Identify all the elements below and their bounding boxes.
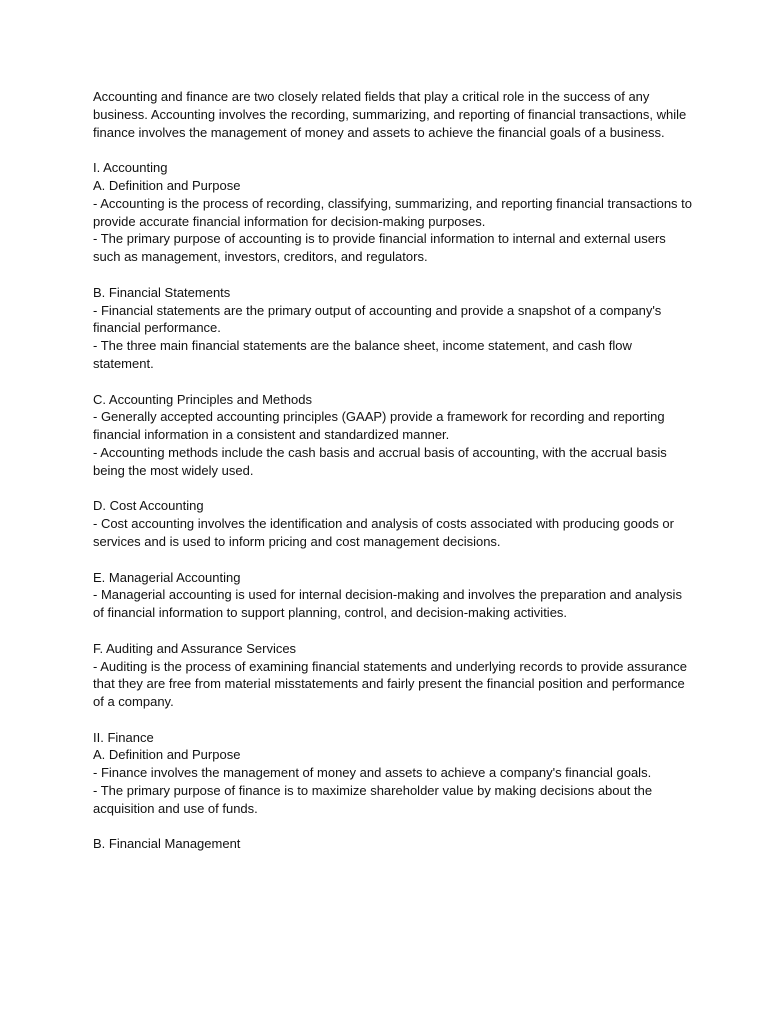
document-section — [93, 729, 693, 818]
bullet-text: - The three main financial statements are the balance sheet, income statement, and cash flow statement. — [93, 338, 632, 371]
section-heading: B. Financial Management — [93, 836, 241, 852]
bullet-text: - The primary purpose of accounting is to provide financial information to internal and external users such as management, investors, creditors, and regulators. — [93, 231, 666, 265]
section-heading: A. Definition and Purpose — [93, 177, 241, 193]
bullet-text: - Auditing is the process of examining financial statements and underlying records to provide assurance that they are free from material misstatements and fairly present the financial position and performance of a company. — [93, 658, 687, 710]
section-heading: E. Managerial Accounting — [93, 569, 241, 585]
document-section — [93, 497, 693, 550]
bullet-text: - Managerial accounting is used for internal decision-making and involves the preparation and analysis of financial information to support planning, control, and decision-making activities. — [93, 587, 682, 621]
section-heading: C. Accounting Principles and Methods — [93, 391, 312, 407]
document-page — [93, 88, 693, 871]
document-section — [93, 159, 693, 266]
intro-paragraph: Accounting and finance are two closely related fields that play a critical role in the success of any business. Accounting involves the recording, summarizing, and reporting of financial transactions, while finance involves the management of money and assets to achieve the financial goals of a business. — [93, 89, 687, 140]
section-heading: B. Financial Statements — [93, 284, 231, 300]
section-heading: II. Finance — [93, 729, 154, 745]
section-heading: F. Auditing and Assurance Services — [93, 640, 297, 656]
bullet-text: - Finance involves the management of money and assets to achieve a company's financial goals. — [93, 765, 652, 781]
document-section — [93, 569, 693, 622]
document-section — [93, 835, 693, 853]
bullet-text: - Financial statements are the primary output of accounting and provide a snapshot of a company's financial performance. — [93, 302, 662, 336]
bullet-text: - Accounting methods include the cash basis and accrual basis of accounting, with the accrual basis being the most widely used. — [93, 444, 667, 478]
section-heading: I. Accounting — [93, 160, 168, 176]
bullet-text: - Cost accounting involves the identification and analysis of costs associated with producing goods or services and is used to inform pricing and cost management decisions. — [93, 516, 674, 549]
document-section — [93, 640, 693, 711]
bullet-text: - The primary purpose of finance is to maximize shareholder value by making decisions about the acquisition and use of funds. — [93, 783, 653, 816]
bullet-text: - Accounting is the process of recording, classifying, summarizing, and reporting financial transactions to provide accurate financial information for decision-making purposes. — [93, 195, 693, 229]
section-heading: D. Cost Accounting — [93, 498, 204, 514]
document-section — [93, 391, 693, 480]
bullet-text: - Generally accepted accounting principles (GAAP) provide a framework for recording and reporting financial information in a consistent and standardized manner. — [93, 409, 665, 443]
document-sections — [93, 159, 693, 853]
section-heading: A. Definition and Purpose — [93, 747, 241, 763]
document-section — [93, 284, 693, 373]
